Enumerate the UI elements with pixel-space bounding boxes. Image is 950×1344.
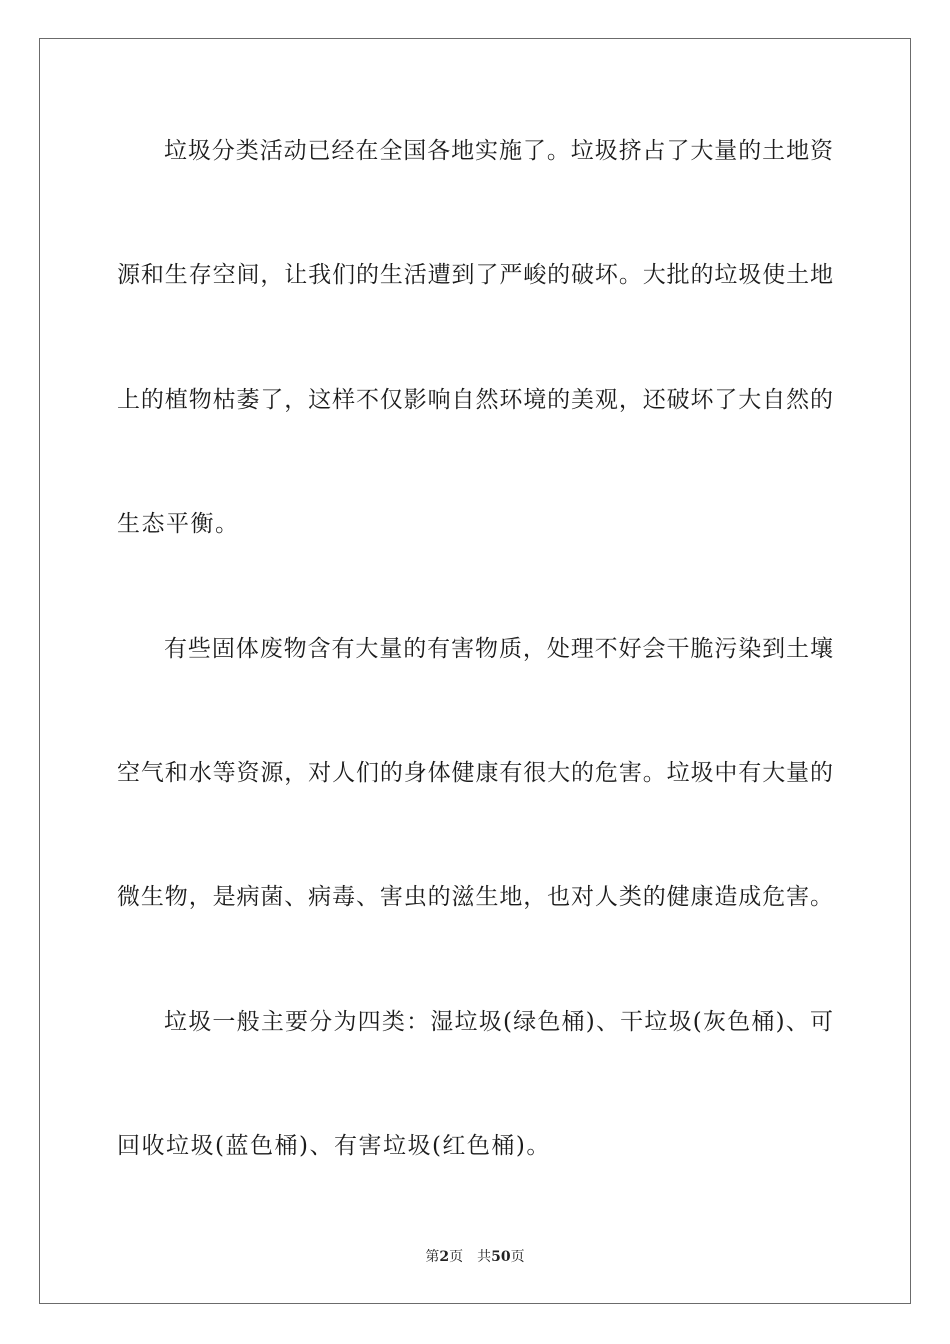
text-line-6: 空气和水等资源，对人们的身体健康有很大的危害。垃圾中有大量的 bbox=[117, 760, 833, 786]
text-line-5: 有些固体废物含有大量的有害物质，处理不好会干脆污染到土壤 bbox=[164, 636, 833, 662]
page-border bbox=[39, 38, 911, 1304]
text-line-2: 源和生存空间，让我们的生活遭到了严峻的破坏。大批的垃圾使土地 bbox=[117, 262, 833, 288]
page-footer bbox=[0, 1248, 950, 1266]
text-line-1: 垃圾分类活动已经在全国各地实施了。垃圾挤占了大量的土地资 bbox=[164, 138, 833, 164]
total-pages: 50 bbox=[491, 1249, 511, 1265]
page-suffix: 页 bbox=[449, 1249, 464, 1265]
text-line-8: 垃圾一般主要分为四类：湿垃圾(绿色桶)、干垃圾(灰色桶)、可 bbox=[164, 1009, 833, 1035]
text-line-4: 生态平衡。 bbox=[117, 511, 240, 537]
text-line-7: 微生物，是病菌、病毒、害虫的滋生地，也对人类的健康造成危害。 bbox=[117, 884, 833, 910]
page-number: 2 bbox=[439, 1249, 450, 1265]
text-line-9: 回收垃圾(蓝色桶)、有害垃圾(红色桶)。 bbox=[117, 1133, 551, 1159]
text-line-3: 上的植物枯萎了，这样不仅影响自然环境的美观，还破坏了大自然的 bbox=[117, 387, 833, 413]
page-prefix: 第 bbox=[425, 1249, 440, 1265]
total-suffix: 页 bbox=[510, 1249, 525, 1265]
total-prefix: 共 bbox=[477, 1249, 492, 1265]
